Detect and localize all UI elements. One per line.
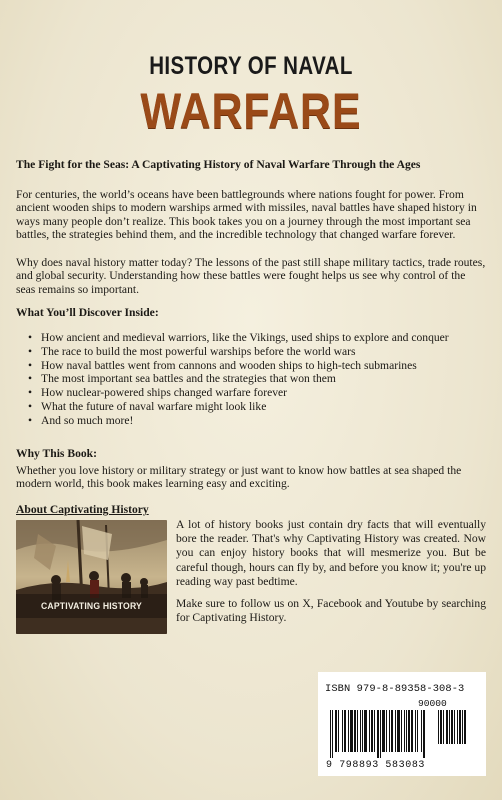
painting-image [16, 520, 167, 634]
list-item: • What the future of naval warfare might look like [28, 399, 267, 413]
bullet-icon: • [28, 386, 33, 400]
about-heading: About Captivating History [16, 503, 149, 516]
bullet-icon: • [28, 344, 33, 358]
list-item: • The most important sea battles and the strategies that won them [28, 372, 336, 386]
barcode-addon-bars [438, 710, 476, 758]
list-item: • How ancient and medieval warriors, like the Vikings, used ships to explore and conquer [28, 331, 449, 344]
list-item: • How naval battles went from cannons and wooden ships to high-tech submarines [28, 358, 417, 372]
why-matters-paragraph: Why does naval history matter today? The lessons of the past still shape military tactics, trade routes, and global security. Understanding how these battles were fought helps us see why control of the seas remains so important. [16, 256, 486, 296]
bullet-icon: • [28, 358, 33, 372]
bullet-icon: • [28, 399, 33, 413]
why-heading: Why This Book: [16, 447, 97, 460]
bullet-icon: • [28, 331, 33, 344]
publisher-logo-text: CAPTIVATING HISTORY [41, 601, 142, 612]
discover-list [28, 331, 488, 428]
title-main: WARFARE [140, 83, 362, 139]
list-item: • How nuclear-powered ships changed warfare forever [28, 386, 288, 400]
list-item: • The race to build the most powerful warships before the world wars [28, 344, 356, 358]
title-line-1: HISTORY OF NAVAL [149, 52, 353, 80]
isbn-label: ISBN 979-8-89358-308-3 [325, 683, 465, 695]
subtitle: The Fight for the Seas: A Captivating History of Naval Warfare Through the Ages [16, 158, 421, 171]
barcode-bars [330, 710, 434, 758]
why-paragraph: Whether you love history or military strategy or just want to know how battles at sea shaped the modern world, this book makes learning easy and exciting. [16, 464, 462, 491]
about-paragraph-1: A lot of history books just contain dry facts that will eventually bore the reader. That's why Captivating History was created. Now you can enjoy history books that will mesmerize you. But be careful though, hours can fly by, and before you know it; you're up reading way past bedtime. [176, 518, 486, 588]
barcode-digits: 9 798893 583083 [326, 760, 426, 771]
bullet-icon: • [28, 372, 33, 386]
about-paragraph-2: Make sure to follow us on X, Facebook and Youtube by searching for Captivating History. [176, 597, 486, 625]
price-code: 90000 [418, 698, 447, 709]
publisher-painting [16, 520, 167, 634]
barcode [318, 672, 486, 776]
list-item: • And so much more! [28, 413, 134, 427]
bullet-icon: • [28, 413, 33, 427]
discover-heading: What You’ll Discover Inside: [16, 306, 159, 319]
intro-paragraph: For centuries, the world’s oceans have been battlegrounds where nations fought for power. From ancient wooden ships to modern warships armed with missiles, naval battles have shaped history in ways many people don’t realize. This book takes you on a journey through the most important sea battles, the strategies behind them, and the incredible technology that changed warfare forever. [16, 188, 477, 242]
